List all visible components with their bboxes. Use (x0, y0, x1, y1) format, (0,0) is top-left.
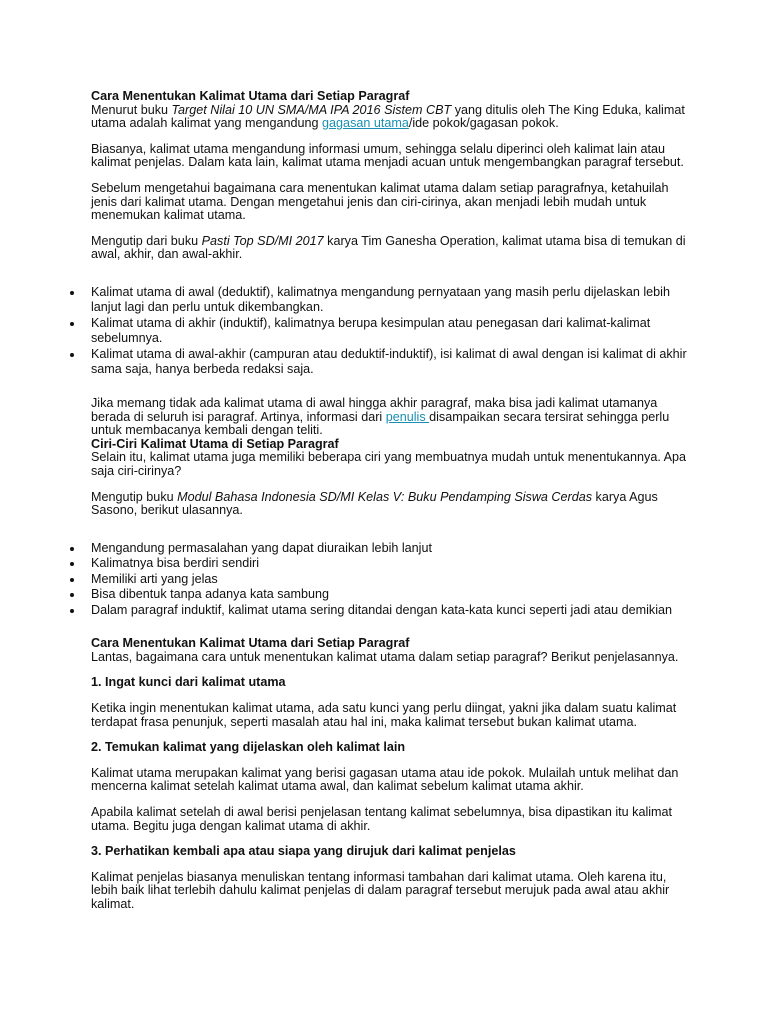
document-content (91, 90, 691, 924)
step-3-title: 3. Perhatikan kembali apa atau siapa yang dirujuk dari kalimat penjelas (91, 844, 516, 859)
paragraph-mengutip-modul: Mengutip buku Modul Bahasa Indonesia SD/MI Kelas V: Buku Pendamping Siswa Cerdas karya Agus Sasono, berikut ulasannya. (91, 489, 658, 518)
list-item: Dalam paragraf induktif, kalimat utama sering ditandai dengan kata-kata kunci seperti jadi atau demikian (91, 603, 691, 619)
list-item: Kalimat utama di akhir (induktif), kalimatnya berupa kesimpulan atau penegasan dari kalimat-kalimat sebelumnya. (91, 316, 691, 347)
step-1-text: Ketika ingin menentukan kalimat utama, ada satu kunci yang perlu diingat, yakni jika dalam suatu kalimat terdapat frasa penunjuk, seperti masalah atau hal ini, maka kalimat tersebut bukan kalimat utama. (91, 700, 677, 729)
step-2-text-2: Apabila kalimat setelah di awal berisi penjelasan tentang kalimat sebelumnya, bisa dipastikan itu kalimat utama. Begitu juga dengan kalimat utama di akhir. (91, 804, 673, 833)
list-ciri-ciri (91, 541, 691, 619)
list-item: Kalimatnya bisa berdiri sendiri (91, 556, 691, 572)
link-penulis[interactable]: penulis (385, 409, 430, 424)
section-title-cara-menentukan-2: Cara Menentukan Kalimat Utama dari Setiap Paragraf (91, 636, 410, 651)
paragraph-jika-memang: Jika memang tidak ada kalimat utama di awal hingga akhir paragraf, maka bisa jadi kalimat utamanya berada di seluruh isi paragraf. Artinya, informasi dari penulis disampaikan secara tersirat sehingga perlu untuk membacanya kembali dengan teliti. (91, 395, 670, 438)
book-title: Pasti Top SD/MI 2017 (201, 233, 324, 248)
list-item: Memiliki arti yang jelas (91, 572, 691, 588)
paragraph-biasanya: Biasanya, kalimat utama mengandung informasi umum, sehingga selalu diperinci oleh kalimat lain atau kalimat penjelas. Dalam kata lain, kalimat utama menjadi acuan untuk mengembangkan paragraf tersebut. (91, 141, 684, 170)
list-jenis-kalimat-utama (91, 285, 691, 378)
section-title-ciri-ciri: Ciri-Ciri Kalimat Utama di Setiap Paragraf (91, 436, 339, 451)
step-1-title: 1. Ingat kunci dari kalimat utama (91, 675, 286, 690)
link-gagasan-utama[interactable]: gagasan utama (322, 116, 409, 131)
book-title: Target Nilai 10 UN SMA/MA IPA 2016 Sistem CBT (171, 102, 452, 117)
paragraph-lantas: Lantas, bagaimana cara untuk menentukan kalimat utama dalam setiap paragraf? Berikut penjelasannya. (91, 649, 679, 664)
list-item: Bisa dibentuk tanpa adanya kata sambung (91, 587, 691, 603)
step-2-text-1: Kalimat utama merupakan kalimat yang berisi gagasan utama atau ide pokok. Mulailah untuk melihat dan mencerna kalimat setelah kalimat utama awal, dan kalimat sebelum kalimat utama akhir. (91, 765, 679, 794)
list-item: Kalimat utama di awal-akhir (campuran atau deduktif-induktif), isi kalimat di awal dengan isi kalimat di akhir sama saja, hanya berbeda redaksi saja. (91, 347, 691, 378)
book-title: Modul Bahasa Indonesia SD/MI Kelas V: Buku Pendamping Siswa Cerdas (177, 489, 593, 504)
paragraph-selain-itu: Selain itu, kalimat utama juga memiliki beberapa ciri yang membuatnya mudah untuk menentukannya. Apa saja ciri-cirinya? (91, 450, 687, 478)
step-3-text: Kalimat penjelas biasanya menuliskan tentang informasi tambahan dari kalimat utama. Oleh karena itu, lebih baik lihat terlebih dahulu kalimat penjelas di dalam paragraf tersebut merujuk pada awal atau akhir kalimat. (91, 869, 670, 911)
paragraph-menurut-buku: Menurut buku Target Nilai 10 UN SMA/MA IPA 2016 Sistem CBT yang ditulis oleh The King Eduka, kalimat utama adalah kalimat yang mengandung gagasan utama/ide pokok/gagasan pokok. (91, 102, 685, 131)
step-2-title: 2. Temukan kalimat yang dijelaskan oleh kalimat lain (91, 740, 406, 755)
list-item: Kalimat utama di awal (deduktif), kalimatnya mengandung pernyataan yang masih perlu dijelaskan lebih lanjut lagi dan perlu untuk dikembangkan. (91, 285, 691, 316)
paragraph-sebelum: Sebelum mengetahui bagaimana cara menentukan kalimat utama dalam setiap paragrafnya, ketahuilah jenis dari kalimat utama. Dengan mengetahui jenis dan ciri-cirinya, akan menjadi lebih mudah untuk menemukan kalimat utama. (91, 180, 669, 223)
paragraph-mengutip-pasti-top: Mengutip dari buku Pasti Top SD/MI 2017 karya Tim Ganesha Operation, kalimat utama bisa di temukan di awal, akhir, dan awal-akhir. (91, 233, 686, 262)
list-item: Mengandung permasalahan yang dapat diuraikan lebih lanjut (91, 541, 691, 557)
section-title-cara-menentukan: Cara Menentukan Kalimat Utama dari Setiap Paragraf (91, 89, 410, 103)
